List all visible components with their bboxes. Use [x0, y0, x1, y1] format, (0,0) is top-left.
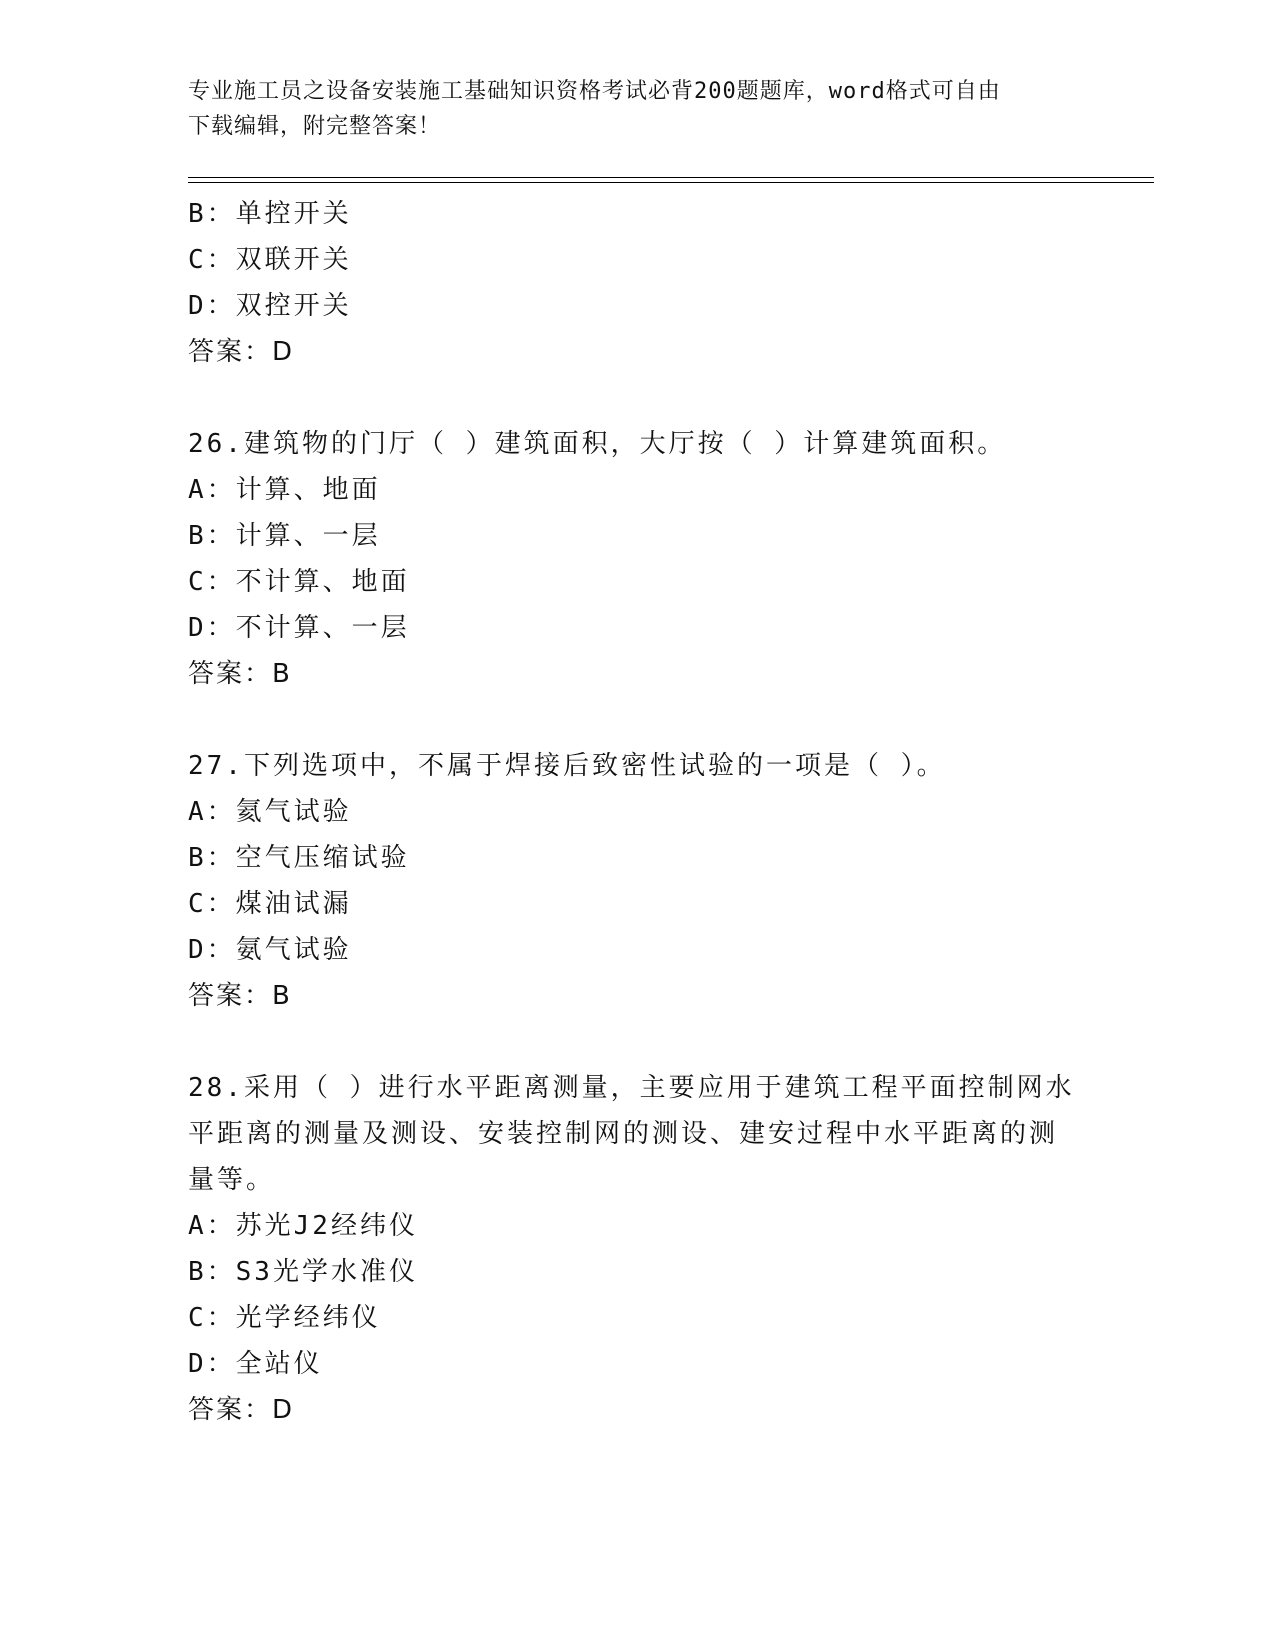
- option-d: D：全站仪: [188, 1349, 323, 1379]
- question-28-block: [188, 1065, 1088, 1433]
- document-header: [188, 74, 1068, 144]
- option-c: C：不计算、地面: [188, 567, 410, 597]
- option-c: C：双联开关: [188, 245, 352, 275]
- option-a: A：计算、地面: [188, 475, 381, 505]
- option-c: C：光学经纬仪: [188, 1303, 381, 1333]
- option-b: B：空气压缩试验: [188, 843, 410, 873]
- question-text: 27.下列选项中，不属于焊接后致密性试验的一项是（ ）。: [188, 751, 946, 781]
- option-d: D：不计算、一层: [188, 613, 410, 643]
- document-body: [188, 191, 1088, 1433]
- header-rule-bottom: [188, 182, 1154, 183]
- answer: 答案：B: [188, 659, 292, 689]
- option-a: A：苏光J2经纬仪: [188, 1211, 418, 1241]
- question-text-line-1: 28.采用（ ）进行水平距离测量，主要应用于建筑工程平面控制网水: [188, 1073, 1075, 1103]
- question-text-line-3: 量等。: [188, 1165, 276, 1195]
- option-a: A：氦气试验: [188, 797, 352, 827]
- option-b: B：计算、一层: [188, 521, 381, 551]
- question-25-block: [188, 191, 1088, 375]
- option-d: D：氨气试验: [188, 935, 352, 965]
- option-b: B：单控开关: [188, 199, 352, 229]
- question-text: 26.建筑物的门厅（ ）建筑面积，大厅按（ ）计算建筑面积。: [188, 429, 1007, 459]
- answer: 答案：B: [188, 981, 292, 1011]
- answer: 答案：D: [188, 1395, 295, 1425]
- spacer: [188, 1019, 1088, 1065]
- header-line-1: 专业施工员之设备安装施工基础知识资格考试必背200题题库，word格式可自由: [188, 79, 1001, 104]
- question-text-line-2: 平距离的测量及测设、安装控制网的测设、建安过程中水平距离的测: [188, 1119, 1059, 1149]
- spacer: [188, 697, 1088, 743]
- question-27-block: [188, 743, 1088, 1019]
- option-b: B：S3光学水准仪: [188, 1257, 418, 1287]
- answer: 答案：D: [188, 337, 295, 367]
- spacer: [188, 375, 1088, 421]
- question-26-block: [188, 421, 1088, 697]
- option-d: D：双控开关: [188, 291, 352, 321]
- option-c: C：煤油试漏: [188, 889, 352, 919]
- header-rule-top: [188, 177, 1154, 178]
- header-line-2: 下载编辑，附完整答案！: [188, 114, 442, 139]
